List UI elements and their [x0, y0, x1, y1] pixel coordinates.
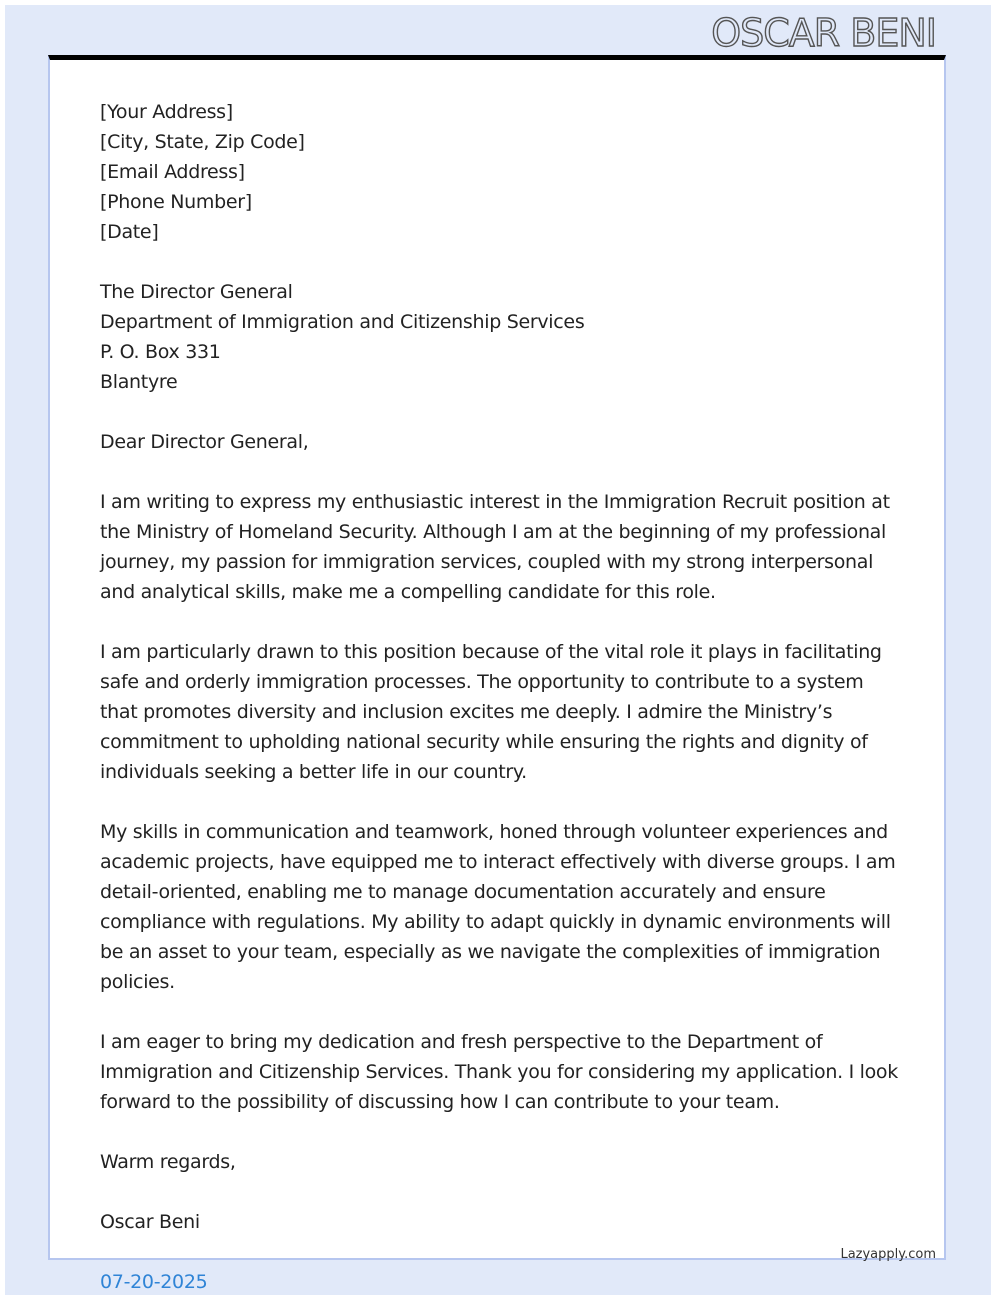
recipient-po-box: P. O. Box 331: [100, 341, 221, 363]
letter-body: [100, 97, 900, 1297]
header-name: OSCAR BENI: [711, 11, 936, 55]
recipient-title: The Director General: [100, 281, 293, 303]
salutation: Dear Director General,: [100, 431, 309, 453]
paragraph-4: I am eager to bring my dedication and fresh perspective to the Department of Immigration and Citizenship Services. Thank you for considering my application. I look forward to the possibility of discussing how I can contribute to your team.: [100, 1031, 898, 1113]
sender-block: [100, 97, 900, 247]
recipient-department: Department of Immigration and Citizenship Services: [100, 311, 585, 333]
recipient-block: [100, 277, 900, 397]
recipient-city: Blantyre: [100, 371, 178, 393]
sender-city-state-zip: [City, State, Zip Code]: [100, 131, 305, 153]
sender-phone: [Phone Number]: [100, 191, 252, 213]
closing: Warm regards,: [100, 1151, 236, 1173]
paragraph-3: My skills in communication and teamwork, honed through volunteer experiences and academic projects, have equipped me to interact effectively with diverse groups. I am detail-oriented, enabling me to manage documentation accurately and ensure compliance with regulations. My ability to adapt quickly in dynamic environments will be an asset to your team, especially as we navigate the complexities of immigration policies.: [100, 821, 896, 993]
sender-date: [Date]: [100, 221, 159, 243]
signature-name: Oscar Beni: [100, 1211, 200, 1233]
paragraph-1: I am writing to express my enthusiastic interest in the Immigration Recruit position at the Ministry of Homeland Security. Although I am at the beginning of my professional journey, my passion for immigration services, coupled with my strong interpersonal and analytical skills, make me a compelling candidate for this role.: [100, 491, 890, 603]
sender-email: [Email Address]: [100, 161, 245, 183]
sender-address: [Your Address]: [100, 101, 233, 123]
footer-date: 07-20-2025: [100, 1271, 208, 1293]
brand-watermark: Lazyapply.com: [840, 1247, 936, 1262]
paragraph-2: I am particularly drawn to this position because of the vital role it plays in facilitating safe and orderly immigration processes. The opportunity to contribute to a system that promotes diversity and inclusion excites me deeply. I admire the Ministry’s commitment to upholding national security while ensuring the rights and dignity of individuals seeking a better life in our country.: [100, 641, 882, 783]
